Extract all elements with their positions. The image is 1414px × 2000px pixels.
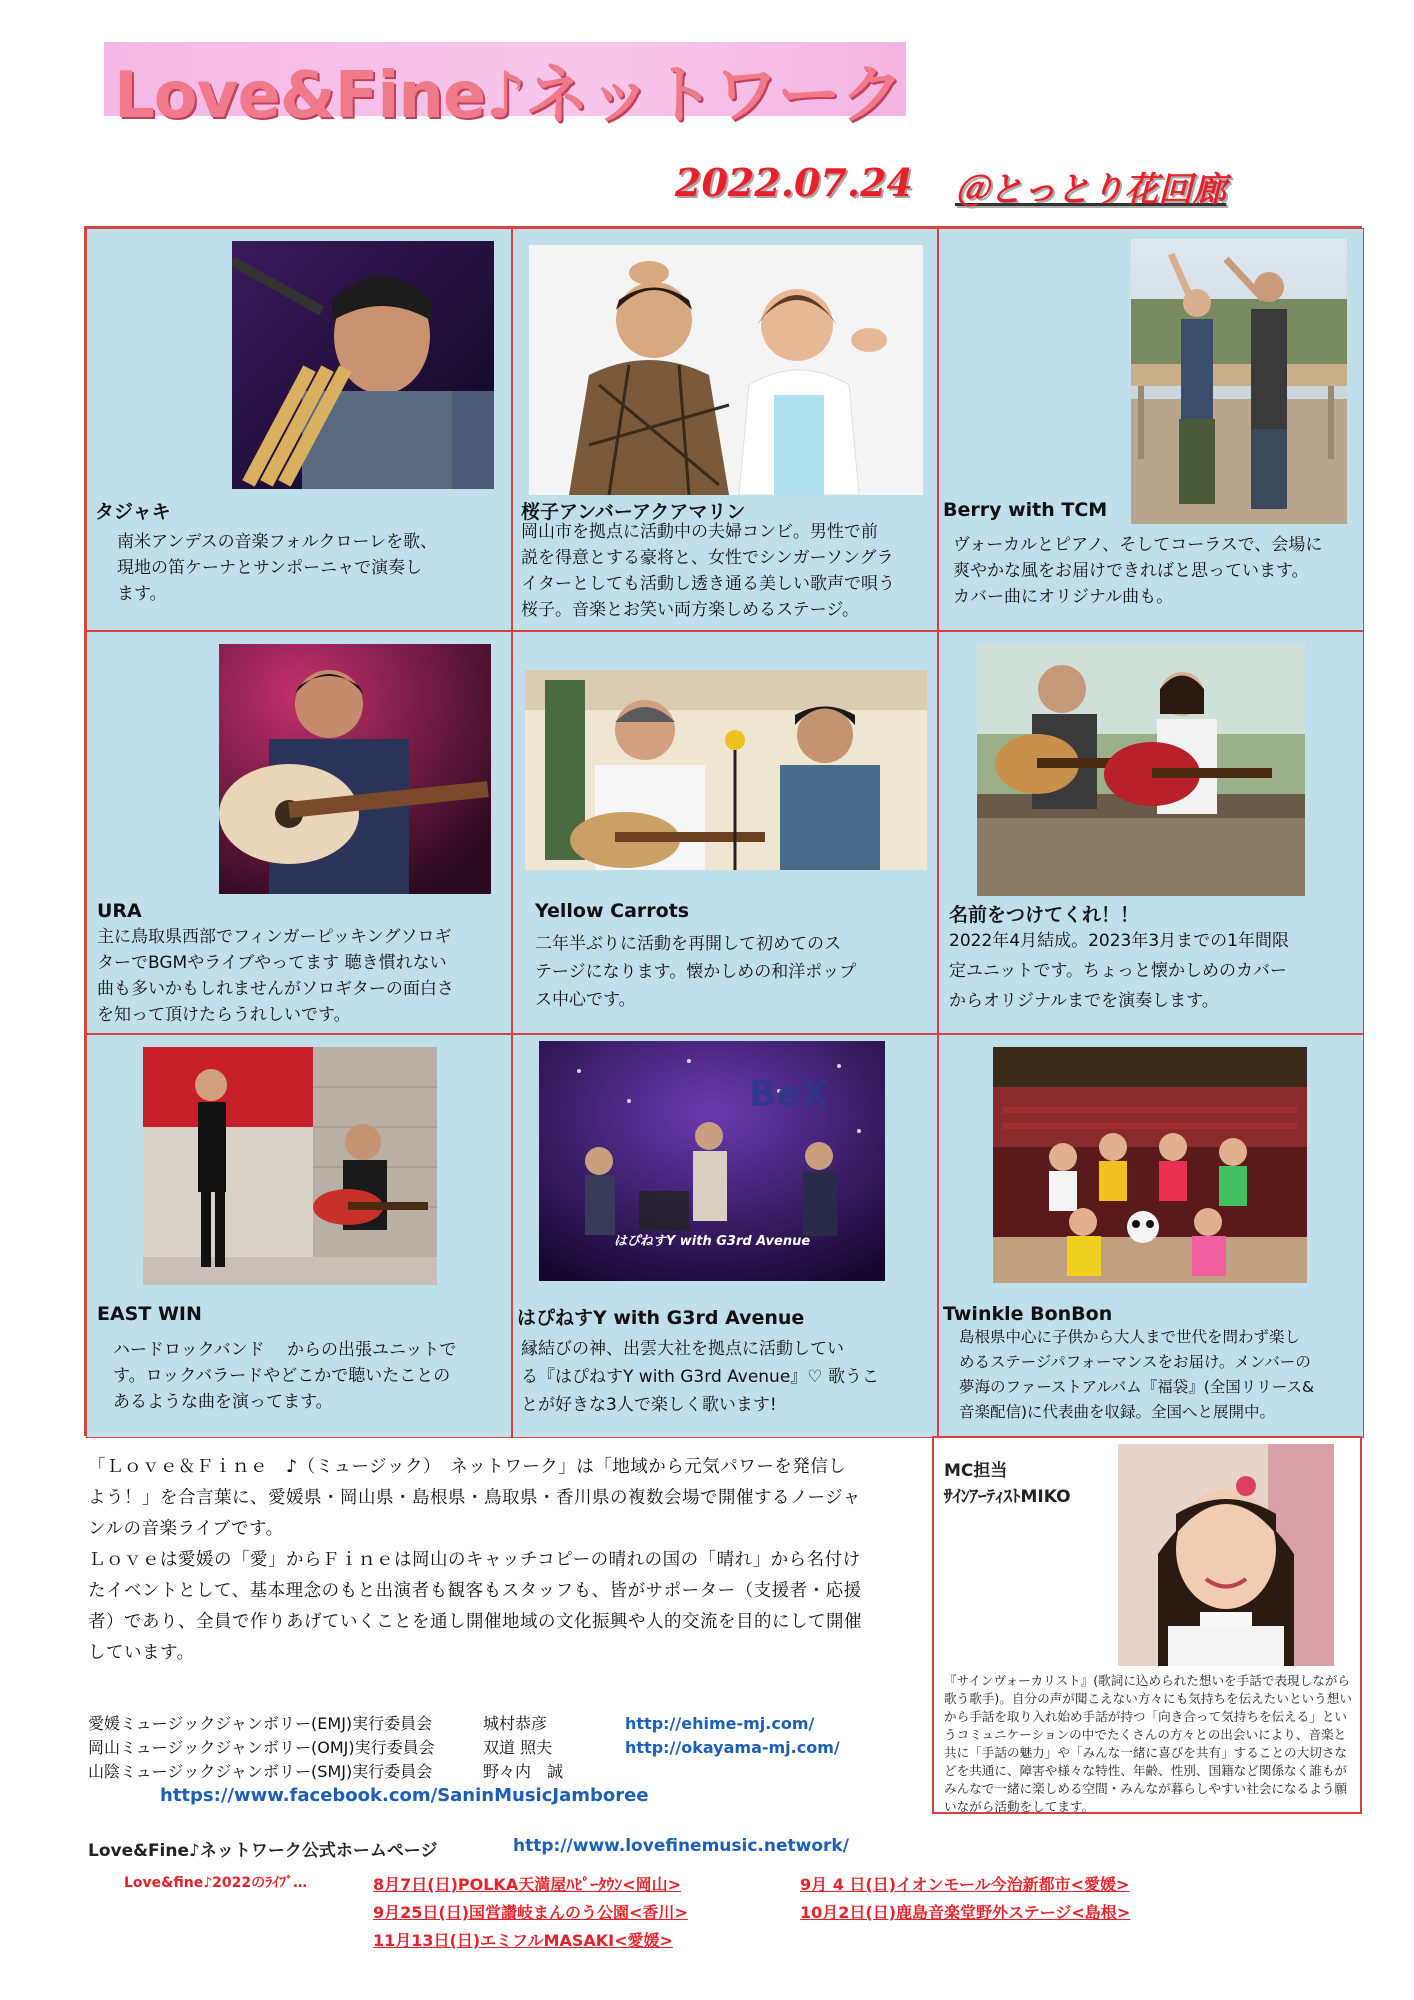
act-description: 2022年4月結成。2023年3月までの1年間限 定ユニットです。ちょっと懐かしめのカバー からオリジナルまでを演奏します。 <box>949 931 1289 1011</box>
about-paragraph: 「Ｌｏｖｅ＆Ｆｉｎｅ ♪（ミュージック） ネットワーク」は「地域から元気パワーを発信しよう！」を合言葉に、愛媛県・岡山県・島根県・鳥取県・香川県の複数会場で開催するノージャンルの音楽ライブです。 <box>88 1457 861 1539</box>
committee-link[interactable]: http://okayama-mj.com/ <box>625 1738 840 1757</box>
act-card <box>86 228 512 631</box>
act-card <box>512 1034 938 1438</box>
homepage-label: Love&Fine♪ネットワーク公式ホームページ <box>88 1841 438 1861</box>
schedule-event: 8月7日(日)POLKA天満屋ﾊﾋﾟｰﾀｳﾝ<岡山> <box>373 1875 682 1894</box>
act-description: 主に鳥取県西部でフィンガーピッキングソロギ ターでBGMやライブやってます 聴き慣れない 曲も多いかもしれませんがソロギターの面白さ を知って頂けたらうれしいです。 <box>97 927 454 1025</box>
committee-person: 双道 照夫 <box>483 1738 553 1757</box>
schedule-label: Love&fine♪2022のﾗｲﾌﾞ… <box>124 1875 308 1891</box>
mc-name: ｻｲﾝｱｰﾃｨｽﾄMIKO <box>944 1487 1071 1507</box>
act-photo <box>232 241 494 489</box>
event-date: 2022.07.24 <box>675 160 913 205</box>
act-photo <box>525 670 927 870</box>
committee-name: 愛媛ミュージックジャンボリー(EMJ)実行委員会 <box>88 1714 433 1733</box>
event-venue: ＠とっとり花回廊 <box>955 170 1227 210</box>
committee-row <box>88 1736 840 1760</box>
mc-photo <box>1118 1444 1334 1666</box>
schedule-event: 9月 4 日(日)イオンモール今治新都市<愛媛> <box>800 1875 1130 1894</box>
committee-list <box>88 1712 840 1808</box>
mc-title: MC担当 <box>944 1461 1008 1481</box>
act-description: 縁結びの神、出雲大社を拠点に活動してい る『はぴねすY with G3rd Avenue』♡ 歌うこ とが好きな3人で楽しく歌います! <box>521 1339 879 1415</box>
title-banner <box>104 42 906 133</box>
committee-person: 野々内 誠 <box>483 1762 564 1781</box>
act-name: Twinkle BonBon <box>943 1303 1113 1325</box>
facebook-link[interactable]: https://www.facebook.com/SaninMusicJamboree <box>160 1785 649 1806</box>
act-photo <box>219 644 491 894</box>
act-photo <box>143 1047 437 1285</box>
committee-link[interactable]: http://ehime-mj.com/ <box>625 1714 815 1733</box>
committee-person: 城村恭彦 <box>483 1714 548 1733</box>
act-description: ハードロックバンド からの出張ユニットで す。ロックバラードやどこかで聴いたことの あるような曲を演ってます。 <box>113 1340 457 1412</box>
act-card <box>512 631 938 1034</box>
photo-caption: はぴねすY with G3rd Avenue <box>613 1234 811 1249</box>
committee-row <box>88 1712 840 1736</box>
act-card <box>86 1034 512 1438</box>
svg-text:BeX: BeX <box>749 1074 829 1115</box>
act-photo <box>977 644 1305 896</box>
act-card <box>86 631 512 1034</box>
committee-name: 岡山ミュージックジャンボリー(OMJ)実行委員会 <box>88 1738 435 1757</box>
act-card <box>512 228 938 631</box>
homepage-link[interactable]: http://www.lovefinemusic.network/ <box>513 1836 849 1856</box>
act-photo <box>529 245 923 495</box>
act-photo <box>993 1047 1307 1283</box>
act-photo <box>539 1041 885 1281</box>
act-description: 南米アンデスの音楽フォルクローレを歌、 現地の笛ケーナとサンポーニャで演奏し ます。 <box>117 532 438 604</box>
performer-grid <box>84 226 1362 1436</box>
act-description: ヴォーカルとピアノ、そしてコーラスで、会場に 爽やかな風をお届けできればと思っています。 カバー曲にオリジナル曲も。 <box>953 535 1323 607</box>
act-name: EAST WIN <box>97 1303 202 1325</box>
mc-heading <box>944 1458 1071 1510</box>
page-title: Love&Fine♪ネットワーク <box>114 59 904 133</box>
mc-box <box>932 1436 1362 1814</box>
act-name: タジャキ <box>95 501 171 523</box>
act-name: URA <box>97 900 142 922</box>
act-card <box>938 631 1364 1034</box>
act-name: 桜子アンバーアクアマリン <box>521 501 746 523</box>
act-description: 二年半ぶりに活動を再開して初めてのス テージになります。懐かしめの和洋ポップ ス中心です。 <box>535 934 857 1010</box>
schedule-event: 11月13日(日)エミフルMASAKI<愛媛> <box>373 1931 673 1950</box>
act-description: 岡山市を拠点に活動中の夫婦コンビ。男性で前 説を得意とする豪将と、女性でシンガーソングラ イターとしても活動し透き通る美しい歌声で唄う 桜子。音楽とお笑い両方楽しめるステージ。 <box>521 522 895 620</box>
act-name: Berry with TCM <box>943 499 1108 521</box>
mc-description: 『サインヴォーカリスト』(歌詞に込められた想いを手話で表現しながら歌う歌手)。自分の声が聞こえない方々にも気持ちを伝えたいという想いから手話を取り入れ始め手話が持つ「向き合って気持ちを伝える」というコミュニケーションの中でたくさんの方々との出会いにより、音楽と共に「手話の魅力」や「みんな一緒に喜びを共有」することの大切さなどを共通に、障害や様々な特性、年齢、性別、国籍など関係なく誰もがみんなで一緒に楽しめる空間・みんなが暮らしやすい社会になるよう願いながら活動をしてます。 <box>944 1673 1352 1814</box>
about-text <box>88 1452 863 1669</box>
committee-name: 山陰ミュージックジャンボリー(SMJ)実行委員会 <box>88 1762 433 1781</box>
schedule-event: 10月2日(日)鹿島音楽堂野外ステージ<島根> <box>800 1903 1131 1922</box>
act-name: 名前をつけてくれ！！ <box>949 904 1140 926</box>
act-description: 島根県中心に子供から大人まで世代を問わず楽し めるステージパフォーマンスをお届け。メンバーの 夢海のファーストアルバム『福袋』(全国リリース& 音楽配信)に代表曲を収録。全国へと展開中。 <box>959 1328 1315 1421</box>
about-paragraph: Ｌｏｖｅは愛媛の「愛」からＦｉｎｅは岡山のキャッチコピーの晴れの国の「晴れ」から名付けたイベントとして、基本理念のもと出演者も観客もスタッフも、皆がサポーター（支援者・応援者）であり、全員で作りあげていくことを通し開催地域の文化振興や人的交流を目的にして開催しています。 <box>88 1550 862 1663</box>
act-name: はぴねすY with G3rd Avenue <box>517 1307 805 1329</box>
act-card <box>938 228 1364 631</box>
act-photo <box>1131 239 1347 524</box>
facebook-row <box>88 1784 840 1808</box>
act-name: Yellow Carrots <box>535 900 690 922</box>
act-card <box>938 1034 1364 1438</box>
schedule-event: 9月25日(日)国営讃岐まんのう公園<香川> <box>373 1903 688 1922</box>
committee-row <box>88 1760 840 1784</box>
